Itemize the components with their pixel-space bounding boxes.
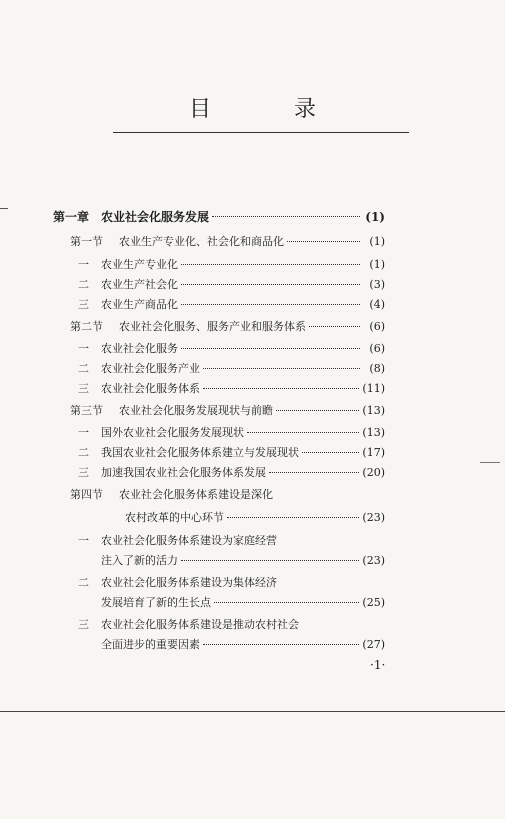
- toc-page: (23): [362, 554, 385, 567]
- toc-entry-4-3-cont[interactable]: [101, 636, 385, 652]
- toc-text: 加速我国农业社会化服务体系发展: [101, 466, 266, 479]
- toc-text: 农业社会化服务: [101, 342, 178, 355]
- toc-number: 二: [78, 362, 89, 375]
- toc-text-continued: 注入了新的活力: [101, 554, 178, 567]
- toc-text: 农业社会化服务、服务产业和服务体系: [119, 320, 306, 333]
- toc-entry-section-1[interactable]: [70, 233, 385, 249]
- bottom-rule: [0, 711, 505, 712]
- toc-page: (4): [369, 298, 385, 311]
- page-title: 目 录: [189, 97, 354, 122]
- toc-number: 三: [78, 618, 89, 631]
- toc-number: 一: [78, 342, 89, 355]
- dot-leader: [203, 368, 360, 369]
- toc-entry-2-2[interactable]: [78, 360, 385, 376]
- toc-page: (20): [362, 466, 385, 479]
- toc-entry-4-1-cont[interactable]: [101, 552, 385, 568]
- dot-leader: [203, 388, 359, 389]
- dot-leader: [181, 264, 360, 265]
- dot-leader: [269, 472, 359, 473]
- toc-page: (13): [362, 426, 385, 439]
- toc-number: 三: [78, 466, 89, 479]
- toc-text: 农业生产商品化: [101, 298, 178, 311]
- toc-entry-4-2-cont[interactable]: [101, 594, 385, 610]
- toc-number: 第一章: [53, 210, 90, 224]
- toc-page: (23): [362, 511, 385, 524]
- toc-number: 三: [78, 382, 89, 395]
- left-margin-mark: [0, 208, 8, 209]
- toc-entry-section-3[interactable]: [70, 402, 385, 418]
- toc-text: 农业生产专业化、社会化和商品化: [119, 235, 284, 248]
- toc-entry-1-2[interactable]: [78, 276, 385, 292]
- dot-leader: [287, 241, 360, 242]
- toc-entry-2-3[interactable]: [78, 380, 385, 396]
- toc-text-continued: 农村改革的中心环节: [125, 511, 224, 524]
- toc-page: (13): [362, 404, 385, 417]
- right-margin-mark: [480, 462, 500, 463]
- toc-entry-section-4-cont[interactable]: [125, 509, 385, 525]
- dot-leader: [309, 326, 360, 327]
- toc-entry-1-3[interactable]: [78, 296, 385, 312]
- toc-text: 农业生产社会化: [101, 278, 178, 291]
- toc-entry-section-4[interactable]: [70, 486, 385, 502]
- toc-entry-3-1[interactable]: [78, 424, 385, 440]
- toc-number: 第四节: [70, 488, 103, 501]
- dot-leader: [212, 216, 360, 217]
- toc-entry-4-2[interactable]: [78, 574, 385, 590]
- toc-number: 一: [78, 258, 89, 271]
- title-rule: [113, 132, 409, 133]
- toc-text: 我国农业社会化服务体系建立与发展现状: [101, 446, 299, 459]
- toc-number: 二: [78, 278, 89, 291]
- toc-text: 农业社会化服务体系建设为家庭经营: [101, 534, 277, 547]
- toc-entry-section-2[interactable]: [70, 318, 385, 334]
- toc-entry-3-3[interactable]: [78, 464, 385, 480]
- toc-number: 一: [78, 426, 89, 439]
- toc-page: (8): [369, 362, 385, 375]
- toc-number: 第三节: [70, 404, 103, 417]
- toc-number: 第一节: [70, 235, 103, 248]
- toc-text: 农业社会化服务体系建设为集体经济: [101, 576, 277, 589]
- toc-page: (1): [369, 258, 385, 271]
- toc-text-continued: 全面进步的重要因素: [101, 638, 200, 651]
- dot-leader: [276, 410, 359, 411]
- toc-entry-2-1[interactable]: [78, 340, 385, 356]
- page-number: ·1·: [370, 658, 386, 672]
- toc-number: 二: [78, 446, 89, 459]
- toc-text: 农业生产专业化: [101, 258, 178, 271]
- toc-text: 农业社会化服务体系: [101, 382, 200, 395]
- dot-leader: [302, 452, 359, 453]
- toc-number: 第二节: [70, 320, 103, 333]
- toc-page: (25): [362, 596, 385, 609]
- toc-entry-4-1[interactable]: [78, 532, 385, 548]
- toc-entry-4-3[interactable]: [78, 616, 385, 632]
- toc-text: 农业社会化服务体系建设是推动农村社会: [101, 618, 299, 631]
- dot-leader: [181, 348, 360, 349]
- toc-number: 二: [78, 576, 89, 589]
- dot-leader: [203, 644, 359, 645]
- toc-page: (17): [362, 446, 385, 459]
- toc-page: (27): [362, 638, 385, 651]
- dot-leader: [181, 284, 360, 285]
- dot-leader: [227, 517, 359, 518]
- toc-entry-1-1[interactable]: [78, 256, 385, 272]
- dot-leader: [214, 602, 359, 603]
- dot-leader: [247, 432, 359, 433]
- toc-entry-chapter-1[interactable]: [53, 208, 385, 225]
- toc-page: (6): [369, 342, 385, 355]
- toc-page: (11): [362, 382, 385, 395]
- toc-entry-3-2[interactable]: [78, 444, 385, 460]
- toc-text: 农业社会化服务发展: [101, 210, 210, 224]
- toc-page: (6): [369, 320, 385, 333]
- toc-text: 农业社会化服务体系建设是深化: [119, 488, 273, 501]
- dot-leader: [181, 560, 359, 561]
- toc-text: 农业社会化服务产业: [101, 362, 200, 375]
- toc-text: 农业社会化服务发展现状与前瞻: [119, 404, 273, 417]
- toc-number: 三: [78, 298, 89, 311]
- toc-text: 国外农业社会化服务发展现状: [101, 426, 244, 439]
- toc-page: (3): [369, 278, 385, 291]
- toc-page: (1): [365, 210, 385, 224]
- dot-leader: [181, 304, 360, 305]
- toc-number: 一: [78, 534, 89, 547]
- toc-page: (1): [369, 235, 385, 248]
- toc-text-continued: 发展培育了新的生长点: [101, 596, 211, 609]
